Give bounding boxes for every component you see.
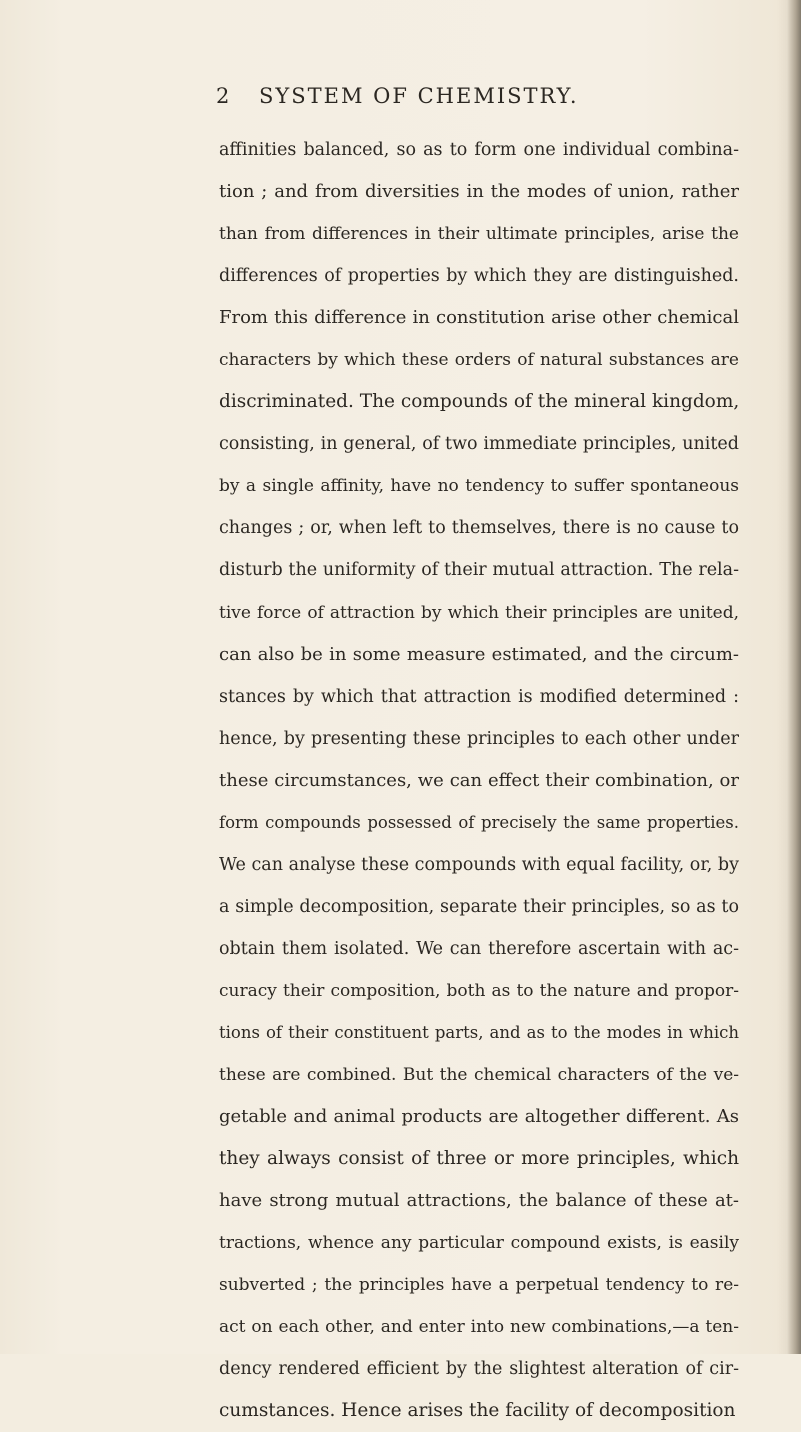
text-line: cumstances. Hence arises the facility of decomposition: [219, 1400, 736, 1422]
text-line: disturb the uniformity of their mutual attraction. The rela-: [219, 560, 739, 581]
text-line: these are combined. But the chemical characters of the ve-: [219, 1065, 739, 1086]
text-line: curacy their composition, both as to the nature and propor-: [219, 980, 739, 1001]
text-line: form compounds possessed of precisely the same properties.: [219, 812, 739, 832]
text-line: they always consist of three or more principles, which: [219, 1148, 739, 1170]
text-line: by a single affinity, have no tendency to suffer spontaneous: [219, 476, 739, 497]
text-line: consisting, in general, of two immediate principles, united: [219, 434, 739, 455]
text-line: a simple decomposition, separate their principles, so as to: [219, 896, 739, 917]
text-line: stances by which that attraction is modified determined :: [219, 686, 739, 707]
text-line: We can analyse these compounds with equal facility, or, by: [219, 854, 739, 875]
page-header: [216, 84, 667, 114]
text-line: tions of their constituent parts, and as to the modes in which: [219, 1022, 739, 1042]
text-line: tive force of attraction by which their principles are united,: [219, 602, 739, 623]
text-line: characters by which these orders of natural substances are: [219, 350, 739, 371]
text-line: hence, by presenting these principles to each other under: [219, 728, 739, 749]
text-line: obtain them isolated. We can therefore ascertain with ac-: [219, 938, 739, 959]
running-head: SYSTEM OF CHEMISTRY.: [259, 84, 579, 108]
text-line: differences of properties by which they are distinguished.: [219, 266, 739, 287]
text-line: affinities balanced, so as to form one individual combina-: [219, 140, 739, 160]
page-number: 2: [216, 84, 230, 108]
text-line: discriminated. The compounds of the mineral kingdom,: [219, 391, 740, 413]
page-edge-shadow: [787, 0, 801, 1354]
text-line: dency rendered efficient by the slightest alteration of cir-: [219, 1359, 739, 1380]
text-line: these circumstances, we can effect their combination, or: [219, 769, 739, 791]
text-line: tractions, whence any particular compound exists, is easily: [219, 1233, 739, 1254]
text-line: getable and animal products are altogether different. As: [219, 1106, 739, 1128]
text-line: can also be in some measure estimated, and the circum-: [219, 643, 739, 665]
text-line: than from differences in their ultimate principles, arise the: [219, 224, 739, 245]
text-line: have strong mutual attractions, the balance of these at-: [219, 1190, 739, 1212]
body-text: [219, 129, 739, 1432]
text-line: tion ; and from diversities in the modes of union, rather: [219, 181, 739, 203]
text-line: changes ; or, when left to themselves, there is no cause to: [219, 518, 739, 539]
text-line: From this difference in constitution arise other chemical: [219, 307, 739, 329]
text-line: act on each other, and enter into new combinations,—a ten-: [219, 1317, 739, 1338]
text-line: subverted ; the principles have a perpetual tendency to re-: [219, 1275, 739, 1296]
